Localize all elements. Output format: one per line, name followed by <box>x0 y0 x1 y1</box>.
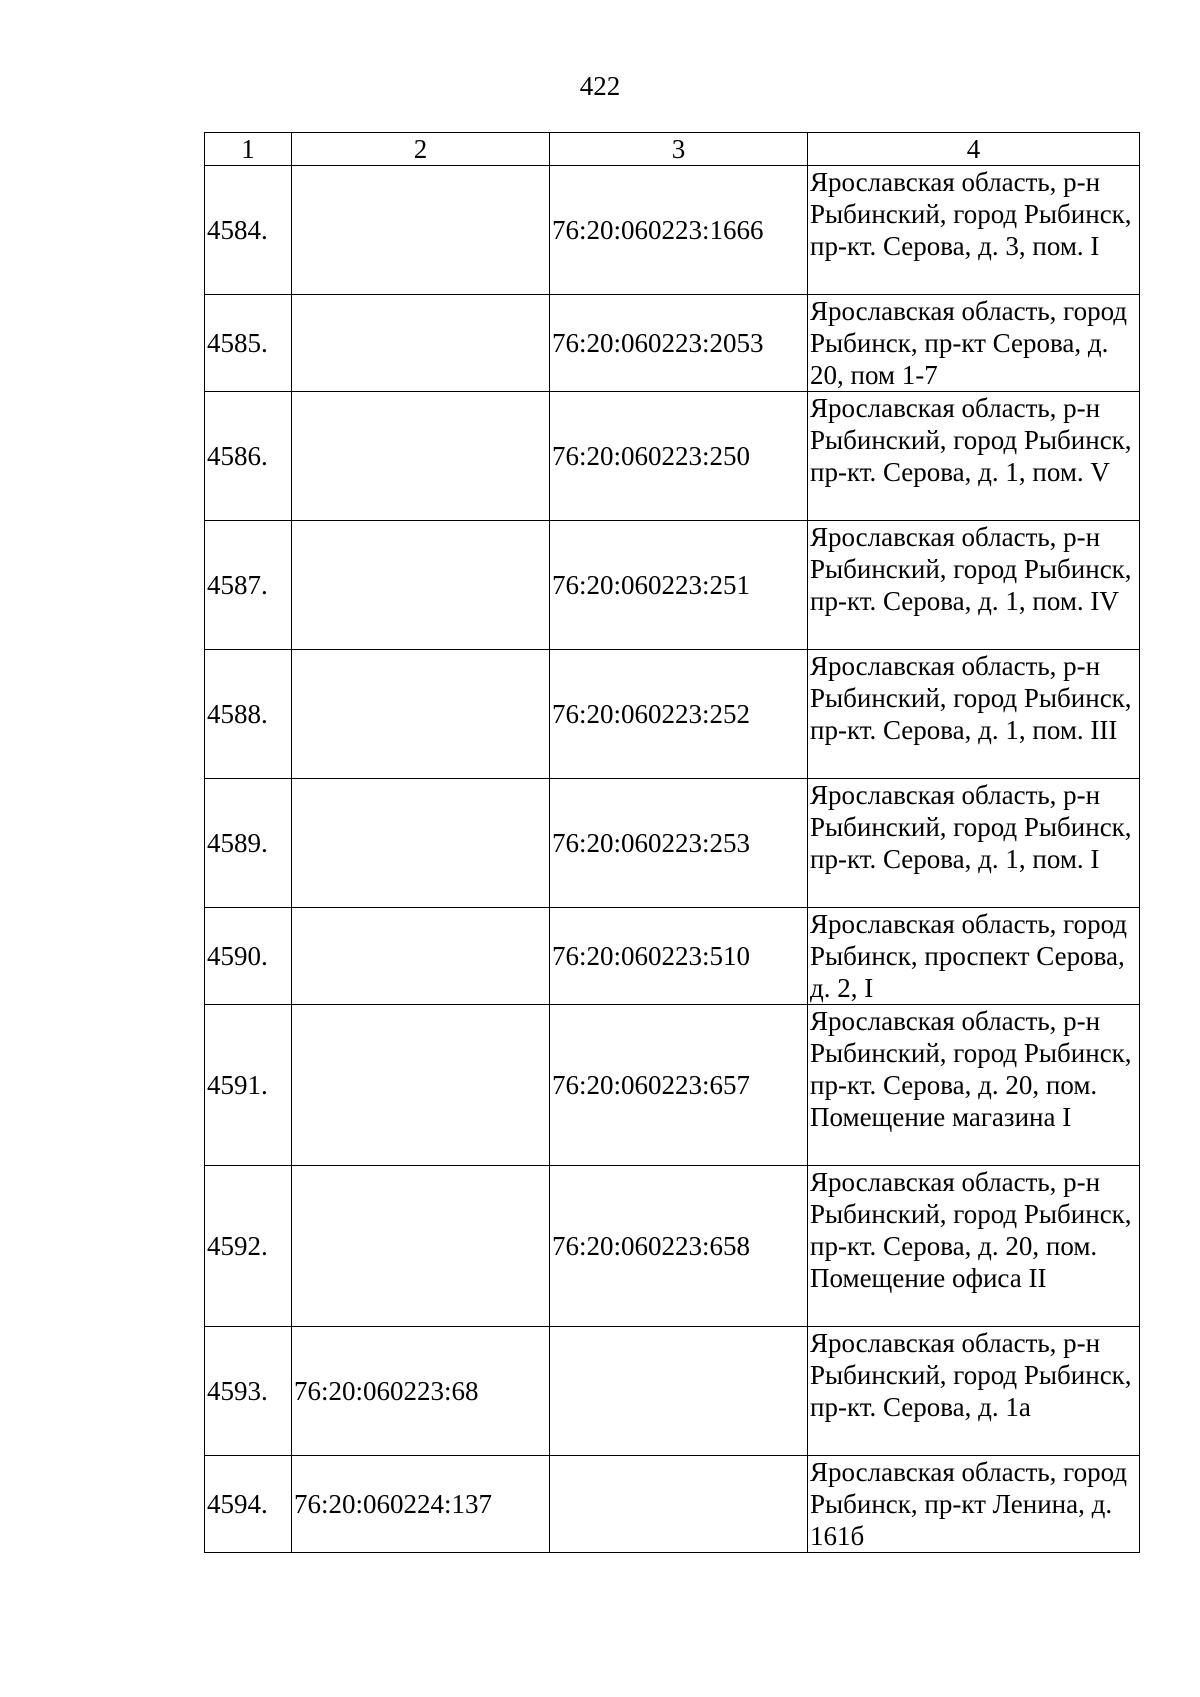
row-number-cell: 4594. <box>205 1456 292 1553</box>
address-cell: Ярославская область, р-н Рыбинский, город Рыбинск, пр-кт. Серова, д. 20, пом. Помещение магазина I <box>808 1005 1140 1166</box>
address-cell: Ярославская область, город Рыбинск, проспект Серова, д. 2, I <box>808 908 1140 1005</box>
column-2-cell <box>292 779 550 908</box>
header-row <box>205 133 1140 166</box>
row-number-cell: 4589. <box>205 779 292 908</box>
column-2-cell: 76:20:060223:68 <box>292 1327 550 1456</box>
header-col-2: 2 <box>292 133 550 166</box>
address-cell: Ярославская область, р-н Рыбинский, город Рыбинск, пр-кт. Серова, д. 1а <box>808 1327 1140 1456</box>
table-row <box>205 1456 1140 1553</box>
cadastral-number-cell: 76:20:060223:253 <box>550 779 808 908</box>
table-row <box>205 1166 1140 1327</box>
cadastral-number-cell <box>550 1456 808 1553</box>
cadastral-number-cell: 76:20:060223:252 <box>550 650 808 779</box>
table-row <box>205 650 1140 779</box>
table-row <box>205 392 1140 521</box>
column-2-cell <box>292 295 550 392</box>
column-2-cell <box>292 392 550 521</box>
row-number-cell: 4587. <box>205 521 292 650</box>
address-cell: Ярославская область, р-н Рыбинский, город Рыбинск, пр-кт. Серова, д. 3, пом. I <box>808 166 1140 295</box>
column-2-cell <box>292 1005 550 1166</box>
header-col-1: 1 <box>205 133 292 166</box>
table-header <box>205 133 1140 166</box>
column-2-cell <box>292 1166 550 1327</box>
cadastral-number-cell <box>550 1327 808 1456</box>
table-row <box>205 1327 1140 1456</box>
cadastral-number-cell: 76:20:060223:1666 <box>550 166 808 295</box>
cadastral-number-cell: 76:20:060223:251 <box>550 521 808 650</box>
cadastral-number-cell: 76:20:060223:250 <box>550 392 808 521</box>
address-cell: Ярославская область, р-н Рыбинский, город Рыбинск, пр-кт. Серова, д. 20, пом. Помещение офиса II <box>808 1166 1140 1327</box>
page-number: 422 <box>579 71 621 101</box>
address-cell: Ярославская область, р-н Рыбинский, город Рыбинск, пр-кт. Серова, д. 1, пом. IV <box>808 521 1140 650</box>
row-number-cell: 4592. <box>205 1166 292 1327</box>
row-number-cell: 4586. <box>205 392 292 521</box>
header-col-4: 4 <box>808 133 1140 166</box>
row-number-cell: 4591. <box>205 1005 292 1166</box>
table-row <box>205 908 1140 1005</box>
cadastral-number-cell: 76:20:060223:657 <box>550 1005 808 1166</box>
column-2-cell <box>292 166 550 295</box>
cadastral-number-cell: 76:20:060223:510 <box>550 908 808 1005</box>
table-row <box>205 521 1140 650</box>
registry-table <box>204 132 1140 1553</box>
row-number-cell: 4584. <box>205 166 292 295</box>
column-2-cell <box>292 521 550 650</box>
column-2-cell: 76:20:060224:137 <box>292 1456 550 1553</box>
column-2-cell <box>292 650 550 779</box>
column-2-cell <box>292 908 550 1005</box>
address-cell: Ярославская область, р-н Рыбинский, город Рыбинск, пр-кт. Серова, д. 1, пом. V <box>808 392 1140 521</box>
row-number-cell: 4590. <box>205 908 292 1005</box>
address-cell: Ярославская область, город Рыбинск, пр-кт Серова, д. 20, пом 1-7 <box>808 295 1140 392</box>
cadastral-number-cell: 76:20:060223:658 <box>550 1166 808 1327</box>
address-cell: Ярославская область, город Рыбинск, пр-кт Ленина, д. 161б <box>808 1456 1140 1553</box>
table-body <box>205 166 1140 1553</box>
table-row <box>205 166 1140 295</box>
row-number-cell: 4593. <box>205 1327 292 1456</box>
address-cell: Ярославская область, р-н Рыбинский, город Рыбинск, пр-кт. Серова, д. 1, пом. III <box>808 650 1140 779</box>
cadastral-number-cell: 76:20:060223:2053 <box>550 295 808 392</box>
row-number-cell: 4588. <box>205 650 292 779</box>
table-row <box>205 779 1140 908</box>
table-row <box>205 1005 1140 1166</box>
address-cell: Ярославская область, р-н Рыбинский, город Рыбинск, пр-кт. Серова, д. 1, пом. I <box>808 779 1140 908</box>
table-row <box>205 295 1140 392</box>
header-col-3: 3 <box>550 133 808 166</box>
row-number-cell: 4585. <box>205 295 292 392</box>
